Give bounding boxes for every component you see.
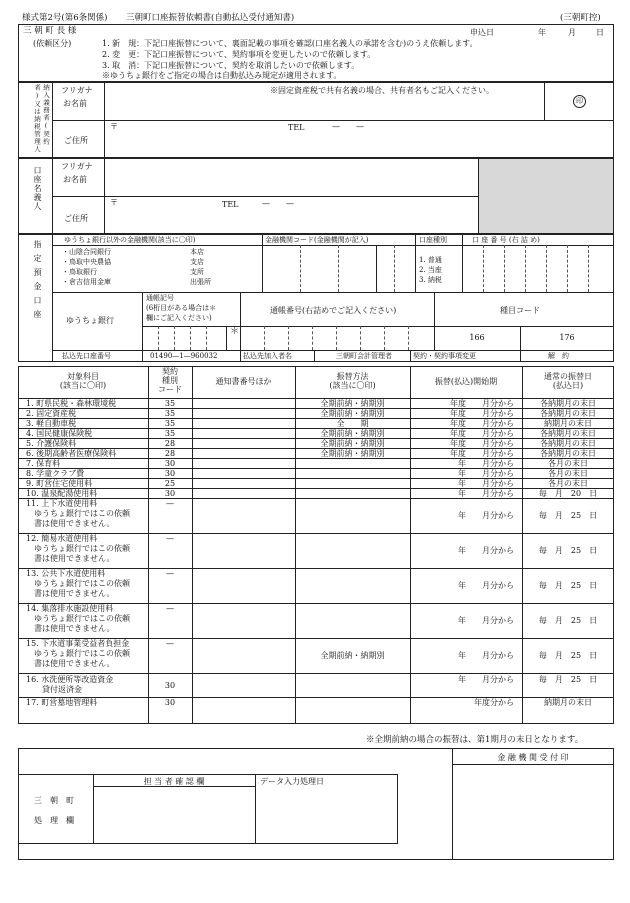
row-date: 各納期月の末日 <box>540 408 596 418</box>
row-date: 各納期月の末日 <box>540 438 596 448</box>
other-banks-header: ゆうちょ銀行以外の金融機関(該当に〇印) <box>64 236 196 244</box>
passbook-number-label: 通帳番号(右詰めでご記入ください) <box>270 306 397 315</box>
table-row[interactable] <box>18 418 614 428</box>
row-subject: 16. 水洗便所等改造資金 貸付返済金 <box>26 675 114 694</box>
row-method: 全期前納・納期別 <box>320 398 385 408</box>
row-subject: 7. 保育料 <box>26 458 61 468</box>
header-start: 振替(払込)開始期 <box>434 377 498 386</box>
row-method: 全期前納・納期別 <box>320 428 385 438</box>
cancel-option[interactable]: 解 約 <box>548 352 569 360</box>
branch-option-main[interactable]: 本店 <box>190 248 204 256</box>
table-row[interactable] <box>18 697 614 707</box>
seal-icon: 印 <box>573 95 586 108</box>
branch-option-office[interactable]: 支所 <box>190 268 204 276</box>
holder-side-label: 口座名義人 <box>33 166 42 211</box>
table-row[interactable] <box>18 448 614 458</box>
pay-account-number: 01490—1—960032 <box>150 352 218 360</box>
row-date: 毎 月 25 日 <box>538 581 598 590</box>
row-start: 年度 月分から <box>450 448 514 458</box>
passbook-asterisk: ＊ <box>230 327 240 337</box>
table-row[interactable] <box>18 603 614 638</box>
header-code: 契約 種別 コード <box>158 367 182 395</box>
passbook-number-input[interactable] <box>242 328 432 348</box>
bank-code-header: 金融機関コード(金融機関が記入) <box>265 236 369 244</box>
yucho-rule-note: ※ゆうちょ銀行をご指定の場合は自動払込み規定が適用されます。 <box>102 71 342 80</box>
account-type-tax[interactable]: 3. 納税 <box>419 276 442 284</box>
row-subject: 9. 町営住宅使用料 <box>26 478 93 488</box>
account-side-label: 指定預金口座 <box>33 240 42 324</box>
row-start: 年 月分から <box>458 675 514 684</box>
row-code: 35 <box>164 428 176 438</box>
row-method: 全期前納・納期別 <box>320 651 385 660</box>
row-code: 30 <box>164 468 176 478</box>
row-code: 25 <box>164 478 176 488</box>
header-notice: 通知書番号ほか <box>215 377 272 386</box>
holder-tel-dash: — — <box>262 199 294 208</box>
row-start: 年度 月分から <box>450 428 514 438</box>
row-code: 30 <box>164 681 176 690</box>
row-date: 納期月の末日 <box>544 697 592 707</box>
account-number-header: 口 座 番 号 (右 詰 め) <box>472 236 540 244</box>
table-row[interactable] <box>18 498 614 533</box>
member-name: 三朝町会計管理者 <box>336 352 392 360</box>
pay-account-label: 払込先口座番号 <box>62 352 111 360</box>
row-subject: 10. 温泉配湯使用料 <box>26 488 98 498</box>
row-subject: 5. 介護保険料 <box>26 438 77 448</box>
payer-postal-mark: 〒 <box>110 122 118 131</box>
row-date: 毎 月 20 日 <box>538 488 598 498</box>
request-type-label: (依頼区分) <box>33 39 72 48</box>
header-method: 振替方法 (該当に〇印) <box>329 372 376 391</box>
payer-tel-dash: — — <box>332 122 364 131</box>
account-type-ordinary[interactable]: 1. 普通 <box>419 256 442 264</box>
row-code: 30 <box>164 458 176 468</box>
payer-name-input[interactable] <box>108 96 540 116</box>
prepay-note: ※全期前納の場合の振替は、第1期月の末日となります。 <box>366 735 584 745</box>
row-start: 年度 月分から <box>450 438 514 448</box>
row-code: 28 <box>164 438 176 448</box>
table-row[interactable] <box>18 468 614 478</box>
table-row[interactable] <box>18 478 614 488</box>
row-subject: 14. 集落排水施設使用料 ゆうちょ銀行ではこの依頼 書は使用できません。 <box>26 604 130 633</box>
apply-month: 月 <box>568 28 576 37</box>
row-code: 30 <box>164 488 176 498</box>
office-copy-label: (三朝町控) <box>560 13 601 23</box>
row-start: 年 月分から <box>458 616 514 625</box>
row-subject: 1. 町県民税・森林環境税 <box>26 398 117 408</box>
row-start: 年 月分から <box>458 478 514 488</box>
row-method: 全期前納・納期別 <box>320 408 385 418</box>
payer-name-label: お名前 <box>63 99 87 108</box>
table-row[interactable] <box>18 568 614 603</box>
form-title: 三朝町口座振替依頼書(自動払込受付通知書) <box>126 13 295 23</box>
row-start: 年度 月分から <box>450 398 514 408</box>
member-name-label: 払込先加入者名 <box>243 352 292 360</box>
row-date: 各月の末日 <box>548 458 588 468</box>
type-code-166: 166 <box>469 333 485 342</box>
row-subject: 4. 国民健康保険税 <box>26 428 93 438</box>
payer-share-note: ※固定資産税で共有名義の場合、共有者名もご記入ください。 <box>270 86 494 95</box>
addressee: 三 朝 町 長 様 <box>23 26 77 36</box>
row-code: 30 <box>164 697 176 707</box>
row-date: 各納期月の末日 <box>540 428 596 438</box>
holder-tel-label: TEL <box>222 200 239 209</box>
table-row[interactable] <box>18 488 614 498</box>
bank-receipt-label: 金 融 機 関 受 付 印 <box>497 753 569 762</box>
header-usual-date: 通常の振替日 (払込日) <box>544 372 592 391</box>
payer-side-label: 納入義務者(契約者)又は納税管理人 <box>33 84 50 153</box>
table-row[interactable] <box>18 428 614 438</box>
row-start: 年 月分から <box>458 581 514 590</box>
row-start: 年度分から <box>474 697 514 707</box>
holder-address-label: ご住所 <box>64 214 88 223</box>
bank-receipt-stamp-area <box>456 768 610 856</box>
account-number-input[interactable] <box>464 247 612 290</box>
row-method: 全期前納・納期別 <box>320 438 385 448</box>
request-item-new[interactable]: 1. 新 規：下記口座振替について、裏面記載の事項を確認(口座名義人の承諾を含む)のうえ依頼します。 <box>102 39 478 48</box>
holder-postal-mark: 〒 <box>110 198 118 207</box>
row-subject: 13. 公共下水道使用料 ゆうちょ銀行ではこの依頼 書は使用できません。 <box>26 569 130 598</box>
form-number: 様式第2号(第6条関係) <box>22 13 108 23</box>
passbook-note-1: (6桁目がある場合は＊ <box>146 304 217 312</box>
row-start: 年度 月分から <box>450 418 514 428</box>
bank-option-nokyo[interactable]: ・鳥取中央農協 <box>62 258 111 266</box>
payer-address-input[interactable] <box>108 132 608 154</box>
row-method: 全 期 <box>336 418 369 428</box>
row-start: 年 月分から <box>458 546 514 555</box>
process-label: 処 理 欄 <box>34 816 74 825</box>
table-row[interactable] <box>18 458 614 468</box>
row-subject: 11. 上下水道使用料 ゆうちょ銀行ではこの依頼 書は使用できません。 <box>26 499 130 528</box>
yucho-label: ゆうちょ銀行 <box>66 316 114 325</box>
header-subject: 対象科目 (該当に〇印) <box>59 372 107 391</box>
row-start: 年 月分から <box>458 468 514 478</box>
row-start: 年 月分から <box>458 651 514 660</box>
request-item-cancel[interactable]: 3. 取 消：下記口座振替について、契約を取消したいので依頼します。 <box>102 61 360 70</box>
holder-furigana-label: フリガナ <box>61 162 93 171</box>
row-date: 各月の末日 <box>548 478 588 488</box>
bank-code-input[interactable] <box>264 247 412 290</box>
table-row[interactable] <box>18 408 614 418</box>
row-code: 35 <box>164 418 176 428</box>
row-code: 35 <box>164 408 176 418</box>
row-date: 毎 月 25 日 <box>538 546 598 555</box>
row-code: — <box>166 499 174 508</box>
passbook-note-2: 欄にご記入ください) <box>146 314 212 322</box>
town-label: 三 朝 町 <box>34 796 74 805</box>
contract-change-option[interactable]: 契約・契約事項変更 <box>413 352 476 360</box>
row-date: 毎 月 25 日 <box>538 675 598 684</box>
row-start: 年 月分から <box>458 458 514 468</box>
apply-day: 日 <box>596 28 604 37</box>
account-type-current[interactable]: 2. 当座 <box>419 266 442 274</box>
apply-date-label: 申込日 <box>470 28 494 37</box>
bank-option-kurayoshi[interactable]: ・倉吉信用金庫 <box>62 278 111 286</box>
row-code: — <box>166 569 174 578</box>
row-date: 毎 月 25 日 <box>538 616 598 625</box>
account-type-header: 口座種別 <box>419 236 447 244</box>
row-code: — <box>166 639 174 648</box>
row-subject: 12. 簡易水道使用料 ゆうちょ銀行ではこの依頼 書は使用できません。 <box>26 534 130 563</box>
row-date: 各納期月の末日 <box>540 448 596 458</box>
holder-gray-area <box>478 159 613 233</box>
holder-name-input[interactable] <box>108 170 474 192</box>
row-method: 全期前納・納期別 <box>320 448 385 458</box>
row-date: 各月の末日 <box>548 468 588 478</box>
data-entry-label: データ入力処理日 <box>260 777 324 786</box>
row-code: — <box>166 604 174 613</box>
table-row[interactable] <box>18 638 614 673</box>
staff-confirm-label: 担 当 者 確 認 欄 <box>143 777 205 786</box>
bank-option-tottori[interactable]: ・鳥取銀行 <box>62 268 97 276</box>
payer-tel-label: TEL <box>288 123 305 132</box>
row-subject: 2. 固定資産税 <box>26 408 77 418</box>
payer-furigana-label: フリガナ <box>61 86 93 95</box>
request-item-change[interactable]: 2. 変 更：下記口座振替について、契約事項を変更したいので依頼します。 <box>102 50 376 59</box>
row-date: 各納期月の末日 <box>540 398 596 408</box>
table-row[interactable] <box>18 398 614 408</box>
row-subject: 15. 下水道事業受益者負担金 ゆうちょ銀行ではこの依頼 書は使用できません。 <box>26 639 130 668</box>
table-row[interactable] <box>18 673 614 697</box>
table-row[interactable] <box>18 533 614 568</box>
apply-year: 年 <box>538 28 546 37</box>
bank-option-sanin[interactable]: ・山陰合同銀行 <box>62 248 111 256</box>
passbook-symbol-input[interactable] <box>144 328 238 348</box>
type-code-176: 176 <box>559 333 575 342</box>
row-subject: 8. 学童クラブ費 <box>26 468 85 478</box>
row-start: 年 月分から <box>458 488 514 498</box>
row-code: 28 <box>164 448 176 458</box>
row-start: 年 月分から <box>458 511 514 520</box>
row-code: 35 <box>164 398 176 408</box>
row-subject: 6. 後期高齢者医療保険料 <box>26 448 117 458</box>
passbook-symbol-label: 通帳記号 <box>146 294 174 302</box>
row-date: 毎 月 25 日 <box>538 651 598 660</box>
payer-address-label: ご住所 <box>64 136 88 145</box>
branch-option-branch[interactable]: 支店 <box>190 258 204 266</box>
type-code-label: 種目コード <box>500 306 540 315</box>
holder-address-input[interactable] <box>108 210 474 230</box>
row-subject: 17. 町営墓地管理料 <box>26 697 98 707</box>
branch-option-sub[interactable]: 出張所 <box>190 278 211 286</box>
holder-name-label: お名前 <box>63 175 87 184</box>
row-date: 納期月の末日 <box>544 418 592 428</box>
row-subject: 3. 軽自動車税 <box>26 418 77 428</box>
row-date: 毎 月 25 日 <box>538 511 598 520</box>
row-start: 年度 月分から <box>450 408 514 418</box>
table-row[interactable] <box>18 438 614 448</box>
row-code: — <box>166 534 174 543</box>
